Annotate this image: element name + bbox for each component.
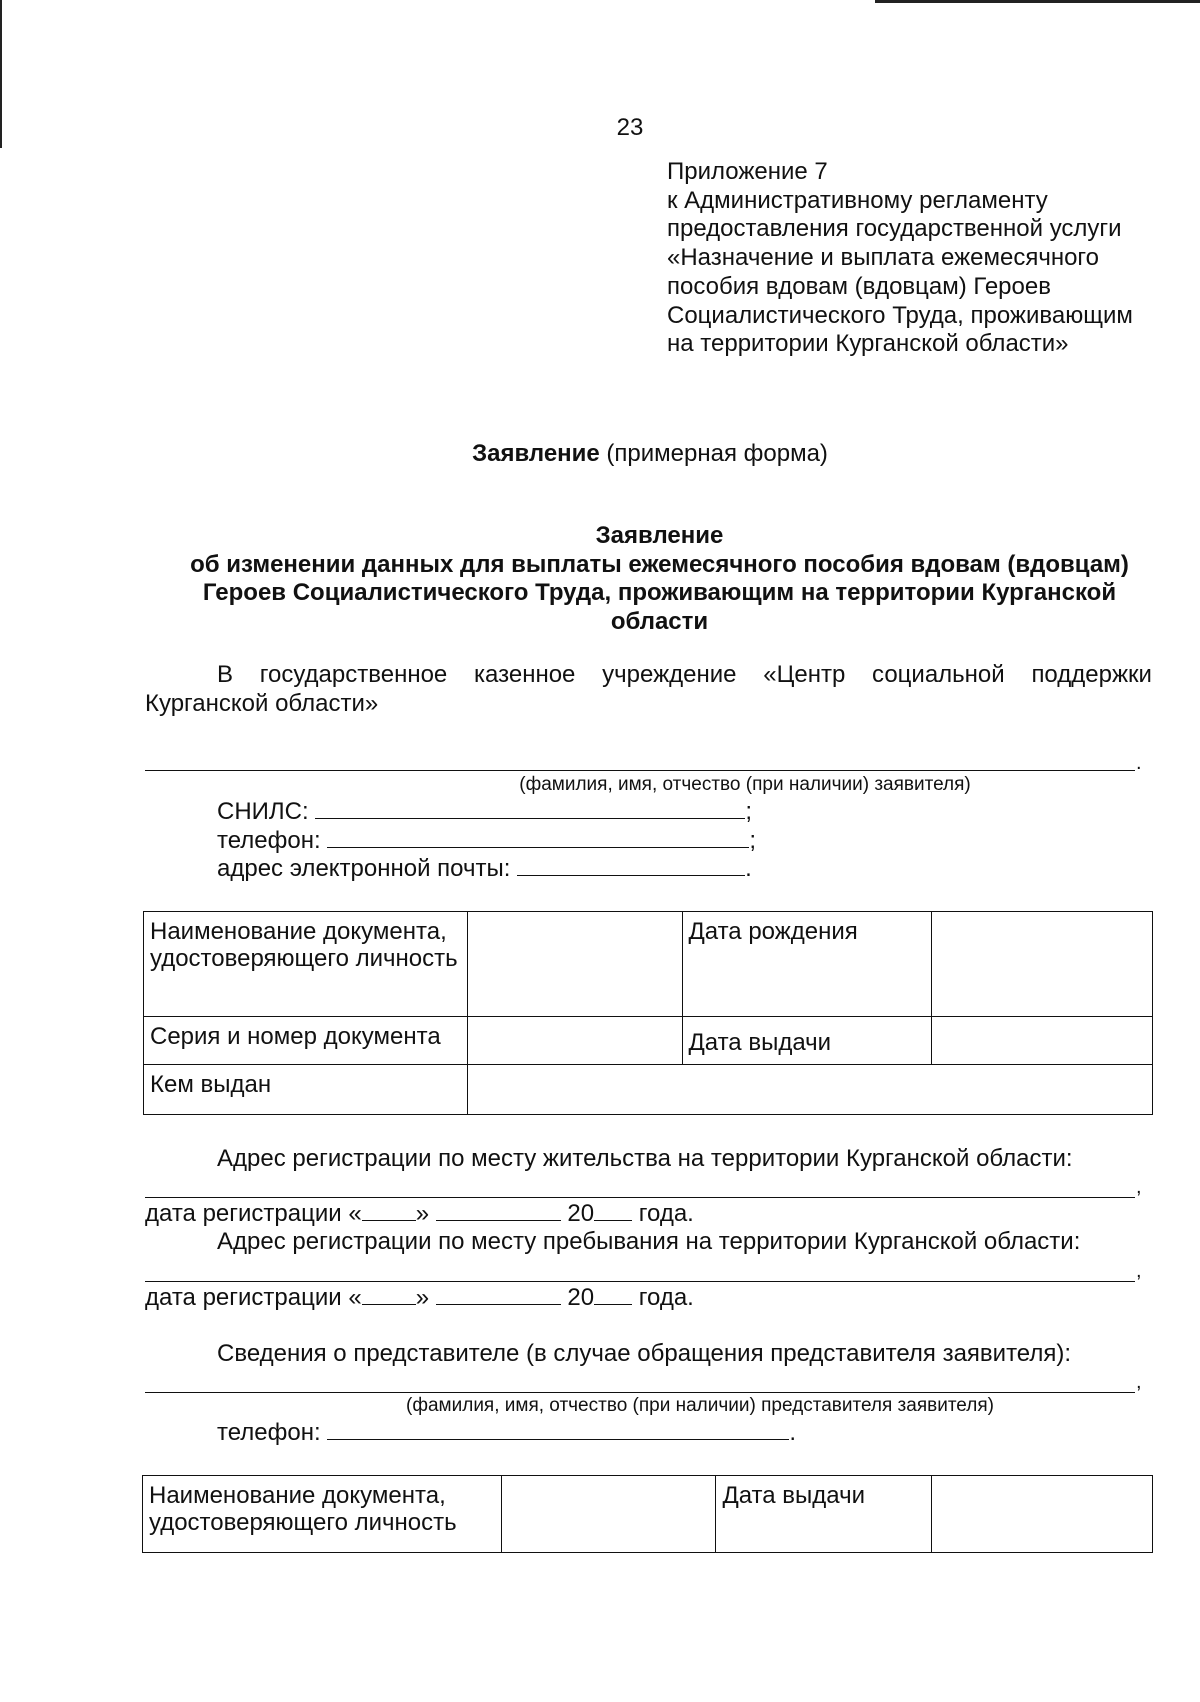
residence-heading: Адрес регистрации по месту жительства на территории Курганской области:: [217, 1145, 1073, 1172]
semicolon: ;: [749, 827, 756, 854]
phone-input-line[interactable]: [327, 827, 749, 848]
title-line: Героев Социалистического Труда, проживающим на территории Курганской: [202, 579, 1117, 606]
identity-document-table: [143, 911, 1153, 1115]
year-prefix: 20: [567, 1284, 595, 1311]
issue-date-label: Дата выдачи: [682, 1017, 932, 1065]
representative-document-table: [142, 1475, 1153, 1553]
semicolon: ;: [745, 798, 753, 825]
addressee-word: казенное: [474, 661, 576, 688]
doc-name-label: Наименование документа, удостоверяющего личность: [143, 1476, 502, 1553]
day-input-line[interactable]: [362, 1284, 416, 1305]
month-input-line[interactable]: [436, 1200, 561, 1221]
stay-date-field: [145, 1284, 694, 1312]
table-row: [143, 1476, 1153, 1553]
series-number-label: Серия и номер документа: [144, 1017, 468, 1065]
period: .: [745, 855, 752, 882]
appendix-header: [667, 158, 1133, 359]
snils-input-line[interactable]: [315, 798, 745, 819]
residence-address-line[interactable]: [145, 1197, 1135, 1198]
addressee: [145, 660, 1152, 718]
scan-edge-left: [0, 0, 2, 148]
representative-name-caption: (фамилия, имя, отчество (при наличии) представителя заявителя): [406, 1395, 994, 1416]
scan-edge-top: [875, 0, 1200, 3]
addressee-line-2: Курганской области»: [145, 690, 379, 717]
title-line: Заявление: [595, 522, 724, 549]
phone-label: телефон:: [217, 1419, 321, 1446]
residence-comma: ,: [1136, 1176, 1142, 1198]
doc-name-label: Наименование документа, удостоверяющего личность: [144, 912, 468, 1017]
residence-date-field: [145, 1200, 694, 1228]
table-row: [144, 1065, 1153, 1115]
date-prefix: дата регистрации «: [145, 1284, 362, 1311]
addressee-word: учреждение: [602, 661, 737, 688]
year-suffix: года.: [638, 1200, 694, 1227]
stay-comma: ,: [1136, 1260, 1142, 1282]
email-input-line[interactable]: [517, 855, 745, 876]
period: .: [789, 1419, 796, 1446]
issued-by-value-cell[interactable]: [467, 1065, 1152, 1115]
date-quote: »: [415, 1284, 430, 1311]
date-quote: »: [415, 1200, 430, 1227]
phone-input-line[interactable]: [327, 1419, 789, 1440]
appendix-line: пособия вдовам (вдовцам) Героев: [667, 272, 1051, 300]
year-prefix: 20: [567, 1200, 595, 1227]
addressee-word: социальной: [872, 661, 1005, 688]
form-label-rest: (примерная форма): [599, 440, 828, 467]
doc-name-value-cell[interactable]: [467, 912, 682, 1017]
representative-phone-field: [217, 1419, 796, 1447]
appendix-line: «Назначение и выплата ежемесячного: [667, 244, 1099, 272]
page-number: 23: [616, 114, 644, 141]
birth-date-label: Дата рождения: [682, 912, 932, 1017]
applicant-name-line: [145, 770, 1135, 771]
representative-comma: ,: [1136, 1371, 1142, 1393]
series-number-value-cell[interactable]: [467, 1017, 682, 1065]
table-row: [144, 912, 1153, 1017]
appendix-line: на территории Курганской области»: [667, 330, 1069, 358]
email-label: адрес электронной почты:: [217, 855, 511, 882]
addressee-word: В: [217, 661, 234, 688]
stay-heading: Адрес регистрации по месту пребывания на территории Курганской области:: [217, 1228, 1081, 1255]
doc-name-value-cell[interactable]: [501, 1476, 716, 1553]
appendix-line: Приложение 7: [667, 158, 828, 185]
month-input-line[interactable]: [436, 1284, 561, 1305]
day-input-line[interactable]: [362, 1200, 416, 1221]
snils-field: [217, 798, 752, 826]
date-prefix: дата регистрации «: [145, 1200, 362, 1227]
phone-label: телефон:: [217, 827, 321, 854]
issued-by-label: Кем выдан: [144, 1065, 468, 1115]
stay-address-line[interactable]: [145, 1281, 1135, 1282]
appendix-line: предоставления государственной услуги: [667, 215, 1122, 243]
issue-date-label: Дата выдачи: [716, 1476, 932, 1553]
title-line: области: [610, 607, 709, 635]
form-label-bold: Заявление: [472, 440, 600, 467]
birth-date-value-cell[interactable]: [932, 912, 1153, 1017]
representative-name-line[interactable]: [145, 1392, 1135, 1393]
title-line: об изменении данных для выплаты ежемесячного пособия вдовам (вдовцам): [190, 550, 1129, 578]
applicant-line-end: .: [1136, 752, 1142, 774]
year-input-line[interactable]: [594, 1200, 632, 1221]
addressee-word: государственное: [259, 661, 448, 688]
year-input-line[interactable]: [594, 1284, 632, 1305]
applicant-name-caption: (фамилия, имя, отчество (при наличии) заявителя): [519, 774, 971, 795]
issue-date-value-cell[interactable]: [932, 1017, 1153, 1065]
document-title: [172, 522, 1147, 636]
form-label: [0, 440, 1200, 468]
addressee-word: «Центр: [763, 661, 846, 688]
representative-heading: Сведения о представителе (в случае обращения представителя заявителя):: [217, 1340, 1072, 1367]
appendix-line: Социалистического Труда, проживающим: [667, 301, 1133, 329]
table-row: [144, 1017, 1153, 1065]
phone-field: [217, 827, 756, 855]
email-field: [217, 855, 752, 883]
addressee-line-1: [145, 660, 1152, 689]
year-suffix: года.: [638, 1284, 694, 1311]
appendix-line: к Административному регламенту: [667, 186, 1048, 214]
addressee-word: поддержки: [1031, 661, 1152, 688]
issue-date-value-cell[interactable]: [932, 1476, 1153, 1553]
snils-label: СНИЛС:: [217, 798, 309, 825]
